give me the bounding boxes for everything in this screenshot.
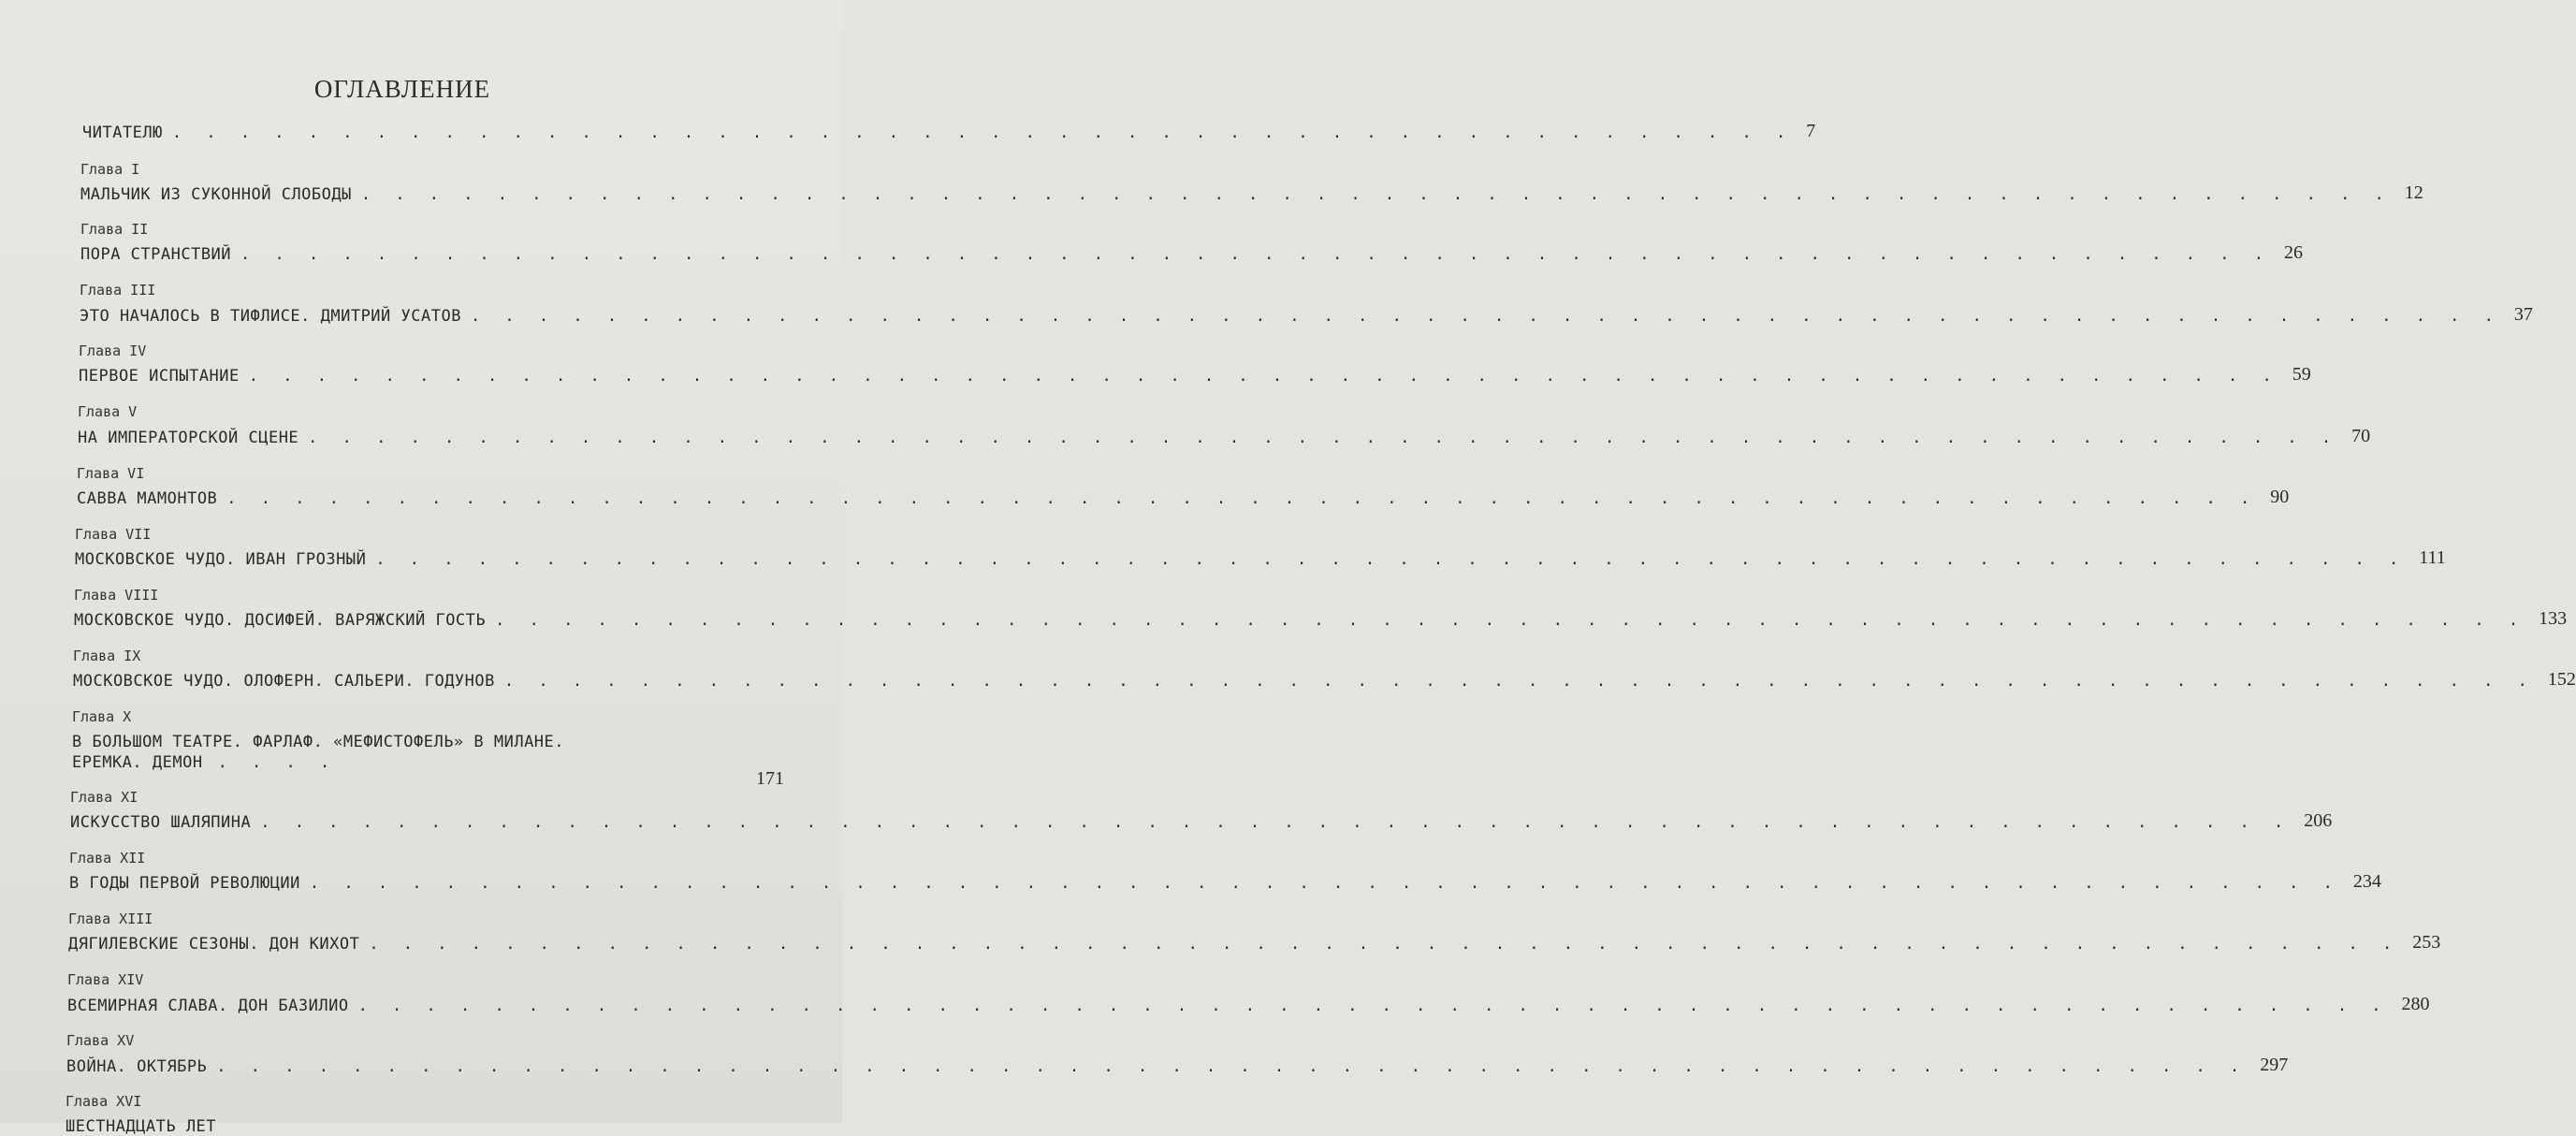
chapter-label: Глава IV (79, 342, 147, 359)
intro-line (82, 114, 1816, 142)
chapter-label: Глава V (78, 403, 138, 420)
chapter-line (67, 987, 2430, 1015)
page-number: 12 (2404, 182, 2423, 203)
chapter-line (78, 419, 2371, 447)
page-number: 234 (2352, 871, 2381, 892)
leader-dots: . . . . . . . . . . . . . . . . . . . . . . . . . . . . . . . . . . . . . . . . . . . . . . . . . . . . . . . . . . . . (216, 1057, 2248, 1076)
page-title: ОГЛАВЛЕНИЕ (313, 75, 491, 103)
chapter-title: МОСКОВСКОЕ ЧУДО. ДОСИФЕЙ. ВАРЯЖСКИЙ ГОСТЬ (74, 611, 487, 630)
chapter-label: Глава I (80, 161, 140, 178)
page-number: 111 (2419, 547, 2446, 568)
chapter-title: МАЛЬЧИК ИЗ СУКОННОЙ СЛОБОДЫ (80, 185, 352, 204)
chapter-title: МОСКОВСКОЕ ЧУДО. ИВАН ГРОЗНЫЙ (75, 550, 367, 569)
chapter-label: Глава VI (77, 465, 145, 482)
chapter-line (65, 1108, 784, 1136)
chapter-line (69, 865, 2381, 893)
page-number: 7 (1806, 121, 1816, 141)
leader-dots: . . . . . . . . . . . . . . . . . . . . . . . . . . . . . . . . . . . . . . . . . . . . . . . . . . . . . . . . . . . . (240, 245, 2271, 264)
leader-dots: . . . . . . . . . . . . . . . . . . . . . . . . . . . . . . . . . . . . . . . . . . . . . . . . . . . . . . . . . . . . (260, 813, 2292, 832)
leader-dots: . . . . . . . . . . . . . . . . . . . . . . . . . . . . . . . . . . . . . . . . . . . . . . . . . . . . . . . . . . . . (308, 429, 2339, 447)
chapter-title: ДЯГИЛЕВСКИЕ СЕЗОНЫ. ДОН КИХОТ (68, 935, 360, 954)
leader-dots: . . . . . . . . . . . . . . . . . . . . . . . . . . . . . . . . . . . . . . . . . . . . . . . . . . . . . . . . . . . . (360, 185, 2392, 204)
page-number: 280 (2401, 994, 2430, 1014)
page-number: 59 (2292, 364, 2311, 385)
chapter-title: ЭТО НАЧАЛОСЬ В ТИФЛИСЕ. ДМИТРИЙ УСАТОВ (80, 307, 461, 326)
chapter-label: Глава XI (70, 789, 138, 806)
leader-dots: . . . . . . . . . . . . . . . . . . . . . . . . . . . . . . . . . . . . . . . . . . . . . . . . . . . . . . . . . . . . (369, 935, 2400, 954)
chapter-title-continued: ЕРЕМКА. ДЕМОН (72, 753, 203, 772)
chapter-title: ИСКУССТВО ШАЛЯПИНА (70, 813, 252, 832)
leader-dots: . . . . . . . . . . . . . . . . . . . . . . . . . . . . . . . . . . . . . . . . . . . . . . . . (171, 124, 1794, 142)
leader-dots: . . . . . . . . . . . . . . . . . . . . . . . . . . . . . . . . . . . . . . . . . . . . . . . . . . . . . . . . . . . . (495, 611, 2526, 630)
page-number: 253 (2412, 932, 2441, 953)
leader-dots: . . . . . . . . . . . . . . . . . . . . . . . . . . . . . . . . . . . . . . . . . . . . . . . . . . . . . . . . . . . . (357, 997, 2389, 1015)
chapter-label: Глава X (72, 708, 132, 725)
chapter-title: ПОРА СТРАНСТВИЙ (80, 245, 232, 264)
chapter-line (74, 602, 2568, 630)
chapter-line (70, 804, 2333, 832)
page-number: 206 (2304, 810, 2333, 831)
chapter-title: В ГОДЫ ПЕРВОЙ РЕВОЛЮЦИИ (69, 874, 300, 893)
chapter-line (77, 480, 2290, 508)
chapter-title: ВОЙНА. ОКТЯБРЬ (66, 1057, 208, 1076)
chapter-title: ШЕСТНАДЦАТЬ ЛЕТ (65, 1117, 217, 1136)
page-number: 26 (2283, 242, 2303, 263)
chapter-label: Глава XVI (65, 1093, 142, 1110)
chapter-label: Глава XIV (67, 971, 144, 988)
chapter-label: Глава IX (73, 648, 141, 664)
leader-dots: . . . . . . . . . . . . . . . . . . . . . . . . . . . . . . . . . . . . . . . . . . . . . . . . . . . . . . . . . . . . (248, 367, 2279, 386)
leader-dots: . . . . . . . . . . . . . . . . . . . . . . . . . . . . . . . . . . . . . . . . . . . . . . . . . . . . . . . . . . . . (470, 307, 2501, 326)
page-number: 70 (2351, 426, 2371, 446)
chapter-title: ПЕРВОЕ ИСПЫТАНИЕ (79, 367, 240, 386)
leader-dots: . . . . . . . . . . . . . . . . . . . . . . . . . . . . . . . . . . . . . . . . . . . . . . . . . . . . . . . . . . . . (503, 672, 2535, 691)
page-number: 133 (2539, 608, 2568, 629)
page-number: 152 (2547, 669, 2576, 690)
leader-dots: . . . . (217, 753, 338, 772)
chapter-line (80, 298, 2533, 326)
intro-text: ЧИТАТЕЛЮ (82, 124, 163, 142)
chapter-label: Глава VII (75, 526, 152, 543)
chapter-line (68, 925, 2441, 954)
chapter-label: Глава XV (66, 1032, 135, 1049)
leader-dots: . . . . . . . . . . . . . . . . . . . . . . . . . . . . . . . . . . . . . . . . . . . . . . . . . . . . . . . . . . . . (226, 489, 2258, 508)
chapter-label: Глава XIII (68, 910, 153, 927)
page-number: 171 (756, 768, 784, 789)
chapter-line (73, 663, 2576, 691)
chapter-line (72, 744, 784, 772)
chapter-line (79, 357, 2311, 386)
page-number: 37 (2513, 304, 2533, 325)
chapter-line (80, 176, 2423, 204)
page-number: 297 (2260, 1055, 2289, 1075)
chapter-title: НА ИМПЕРАТОРСКОЙ СЦЕНЕ (78, 429, 299, 447)
chapter-label: Глава VIII (74, 587, 159, 604)
page-number: 90 (2270, 487, 2290, 507)
chapter-label: Глава III (80, 282, 156, 299)
chapter-title: В БОЛЬШОМ ТЕАТРЕ. ФАРЛАФ. «МЕФИСТОФЕЛЬ» В МИЛАНЕ. (72, 733, 565, 751)
chapter-line (66, 1048, 2289, 1076)
chapter-line (80, 236, 2303, 264)
chapter-title: МОСКОВСКОЕ ЧУДО. ОЛОФЕРН. САЛЬЕРИ. ГОДУНОВ (73, 672, 495, 691)
chapter-label: Глава II (80, 221, 149, 238)
leader-dots: . . . . . . . . . . . . . . . . . . . . . . . . . . . . . . . . . . . . . . . . . . . . . . . . . . . . . . . . . . . . (309, 874, 2340, 893)
chapter-title: ВСЕМИРНАЯ СЛАВА. ДОН БАЗИЛИО (67, 997, 349, 1015)
chapter-label: Глава XII (69, 850, 146, 867)
leader-dots: . . . . . . . . . . . . . . . . . . . . . . . . . . . . . . . . . . . . . . . . . . . . . . . . . . . . . . . . . . . . (375, 550, 2407, 569)
chapter-line (75, 541, 2446, 569)
chapter-title: САВВА МАМОНТОВ (77, 489, 218, 508)
